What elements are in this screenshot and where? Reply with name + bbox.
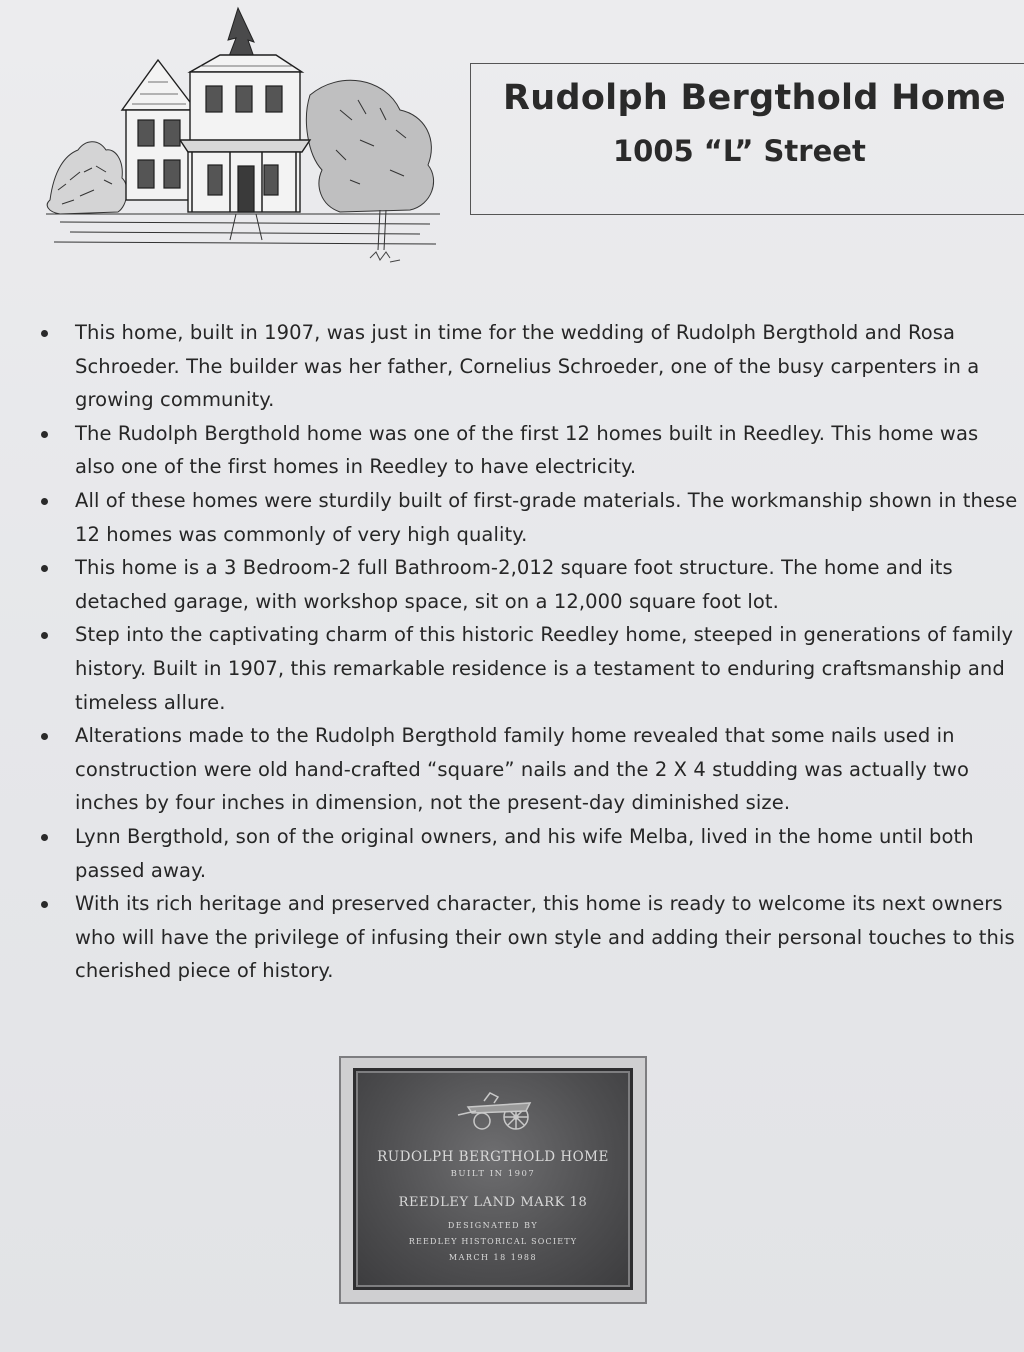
list-item: Alterations made to the Rudolph Bergthold family home revealed that some nails used in construction were old hand-crafted “square” nails and the 2 X 4 studding was actually two inches by four inches in dimension, not the present-day diminished size. xyxy=(30,719,1020,820)
plaque-name-text: RUDOLPH BERGTHOLD HOME xyxy=(377,1149,609,1165)
title-box xyxy=(470,63,1024,215)
house-sketch-illustration xyxy=(40,0,460,280)
list-item: This home, built in 1907, was just in time for the wedding of Rudolph Bergthold and Rosa Schroeder. The builder was her father, Cornelius Schroeder, one of the busy carpenters in a growing community. xyxy=(30,316,1020,417)
list-item: All of these homes were sturdily built of first-grade materials. The workmanship shown in these 12 homes was commonly of very high quality. xyxy=(30,484,1020,551)
list-item: The Rudolph Bergthold home was one of the first 12 homes built in Reedley. This home was also one of the first homes in Reedley to have electricity. xyxy=(30,417,1020,484)
plaque-designated-text: DESIGNATED BY xyxy=(447,1221,539,1230)
list-item: This home is a 3 Bedroom-2 full Bathroom-2,012 square foot structure. The home and its detached garage, with workshop space, sit on a 12,000 square foot lot. xyxy=(30,551,1020,618)
page-title: Rudolph Bergthold Home xyxy=(503,78,1006,118)
plaque-built-text: BUILT IN 1907 xyxy=(450,1169,536,1179)
plaque-photo xyxy=(339,1056,647,1304)
list-item: Lynn Bergthold, son of the original owners, and his wife Melba, lived in the home until both passed away. xyxy=(30,820,1020,887)
list-item: Step into the captivating charm of this historic Reedley home, steeped in generations of family history. Built in 1907, this remarkable residence is a testament to enduring craftsmanship and timeless allure. xyxy=(30,618,1020,719)
plaque-society-text: REEDLEY HISTORICAL SOCIETY xyxy=(408,1237,578,1246)
plaque-landmark-text: REEDLEY LAND MARK 18 xyxy=(398,1195,588,1210)
list-item: With its rich heritage and preserved character, this home is ready to welcome its next owners who will have the privilege of infusing their own style and adding their personal touches to this cherished piece of history. xyxy=(30,887,1020,988)
fact-list xyxy=(30,316,1020,988)
address-subtitle: 1005 “L” Street xyxy=(613,134,866,168)
landmark-plaque xyxy=(353,1068,633,1290)
plaque-date-text: MARCH 18 1988 xyxy=(448,1253,538,1262)
wagon-emblem-icon xyxy=(454,1085,544,1135)
